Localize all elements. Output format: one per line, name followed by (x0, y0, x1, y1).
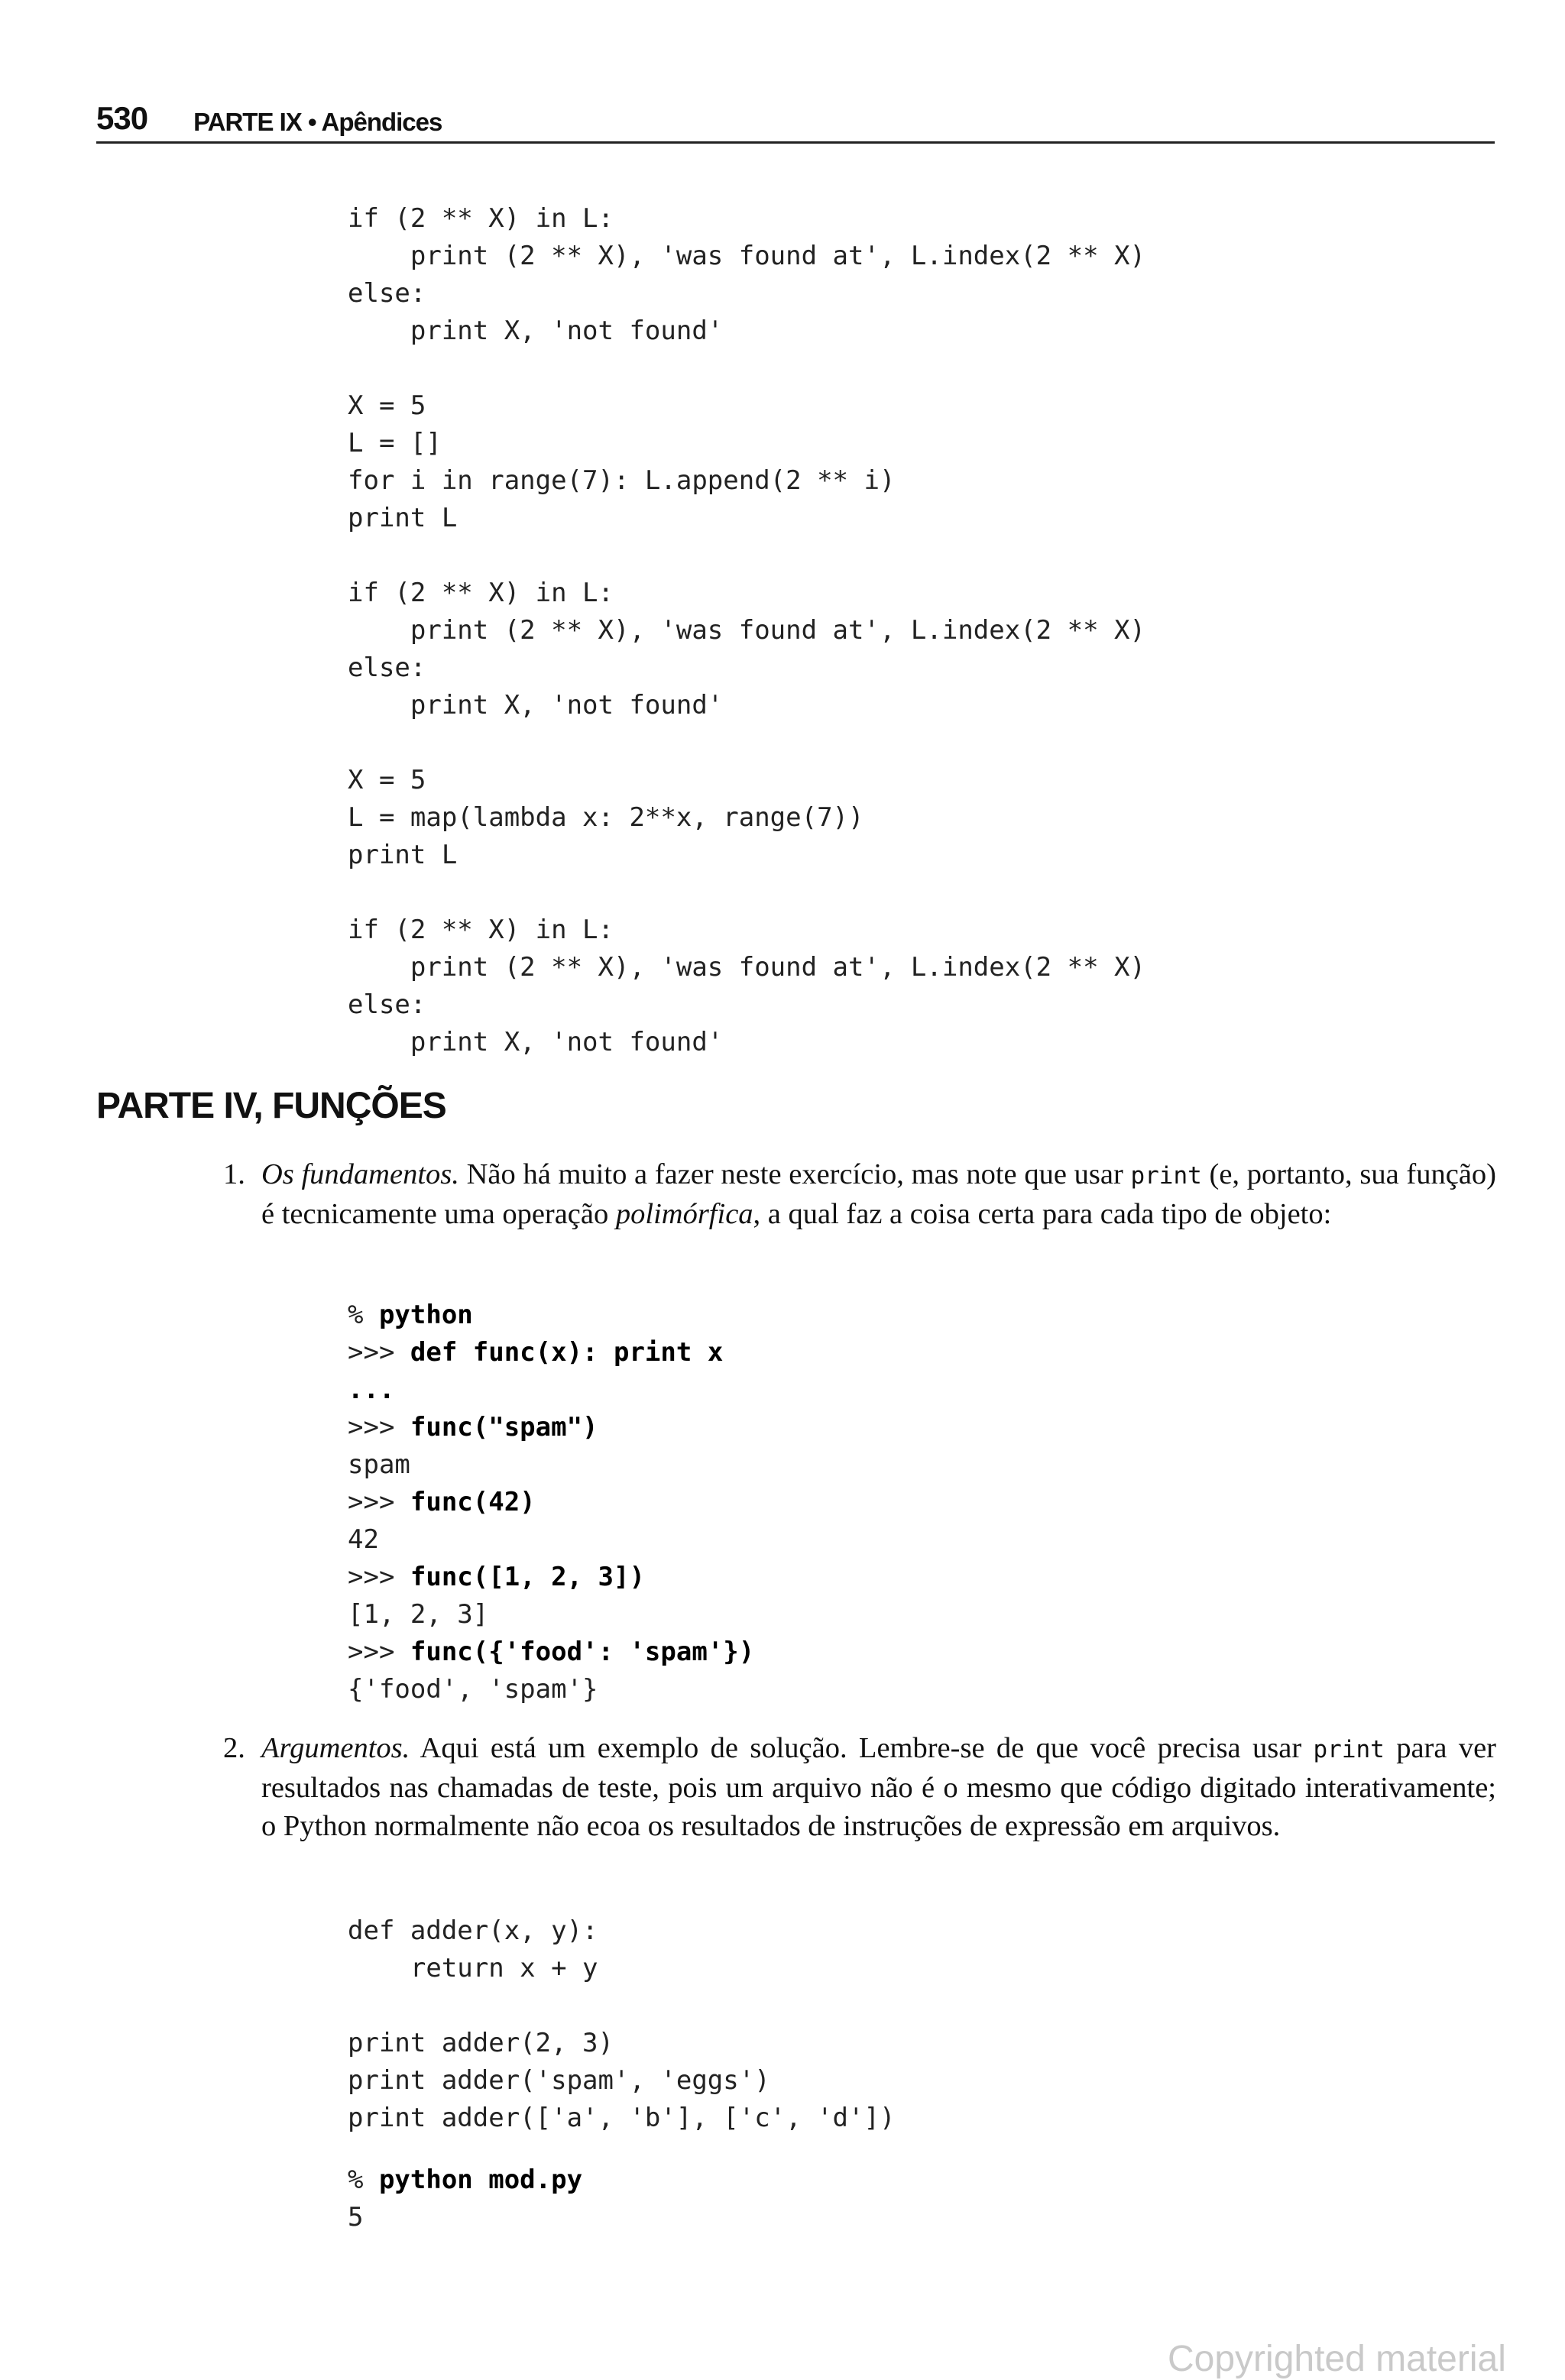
item-title: Os fundamentos. (261, 1158, 459, 1190)
item-number: 1. (223, 1158, 245, 1190)
inline-code: print (1130, 1162, 1202, 1190)
code-block-run-output: % python mod.py 5 (348, 2165, 583, 2233)
emphasis: polimórfica (615, 1198, 753, 1230)
running-header (96, 98, 1495, 144)
item-title: Argumentos. (261, 1732, 410, 1764)
exercise-item-2: 2. Argumentos. Aqui está um exemplo de solução. Lembre-se de que você precisa usar print para ver resultados nas chamadas de teste, pois um arquivo não é o mesmo que código digitado interativamente; o Python normalmente não ecoa os resultados de instruções de expressão em arquivos. (261, 1729, 1496, 1845)
copyright-watermark: Copyrighted material (1168, 2339, 1506, 2379)
section-heading: PARTE IV, FUNÇÕES (96, 1086, 446, 1126)
exercise-item-1: 1. Os fundamentos. Não há muito a fazer neste exercício, mas note que usar print (e, portanto, sua função) é tecnicamente uma operação polimórfica, a qual faz a coisa certa para cada tipo de objeto: (261, 1155, 1496, 1233)
inline-code: print (1313, 1736, 1385, 1763)
code-block-adder: def adder(x, y): return x + y print adder(2, 3) print adder('spam', 'eggs') print adder(['a', 'b'], ['c', 'd']) (348, 1915, 896, 2133)
running-header-section: PARTE IX • Apêndices (193, 108, 442, 136)
item-number: 2. (223, 1732, 245, 1764)
page-number: 530 (96, 100, 148, 136)
code-block-search-loops: if (2 ** X) in L: print (2 ** X), 'was found at', L.index(2 ** X) else: print X, 'not found' X = 5 L = [] for i in range(7): L.append(2 ** i) print L if (2 ** X) in L: print (2 ** X), 'was found at', L.index(2 ** X) else: print X, 'not found' X = 5 L = map(lambda x: 2**x, range(7)) print L if (2 ** X) in L: print (2 ** X), 'was found at', L.index(2 ** X) else: print X, 'not found' (348, 203, 1145, 1057)
code-block-interactive-session: % python >>> def func(x): print x ... >>> func("spam") spam >>> func(42) 42 >>> func([1, 2, 3]) [1, 2, 3] >>> func({'food': 'spam'}) {'food', 'spam'} (348, 1300, 755, 1705)
